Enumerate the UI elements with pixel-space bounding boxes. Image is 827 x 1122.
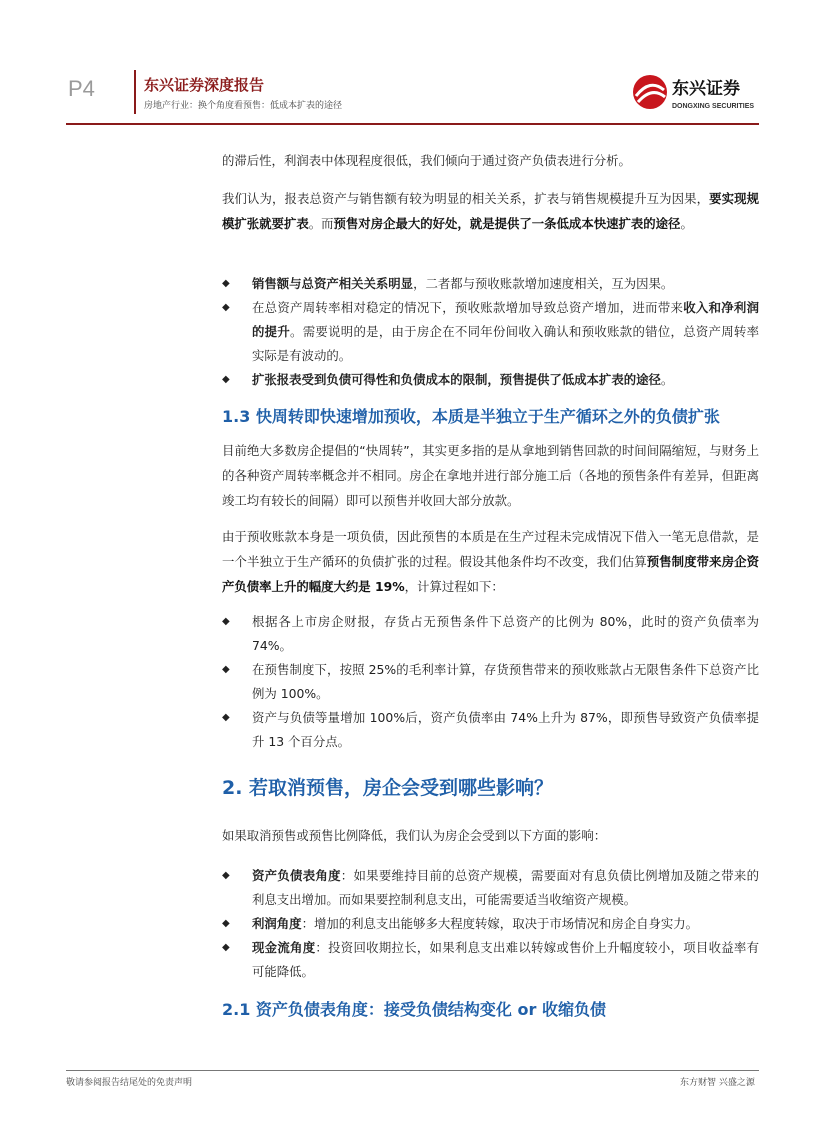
list-item [222,368,759,392]
list-item [222,706,759,754]
text-run: ，二者都与预收账款增加速度相关，互为因果。 [413,276,674,291]
bullet-list [222,864,759,984]
bold-run: 利润角度 [252,916,302,931]
footer-slogan: 东方财智 兴盛之源 [680,1078,755,1088]
list-item [222,936,759,984]
logo-en-text: DONGXING SECURITIES [672,103,755,110]
bold-run: 扩张报表受到负债可得性和负债成本的限制，预售提供了低成本扩表的途径 [252,372,661,387]
diamond-bullet-icon: ◆ [222,664,230,675]
footer-disclaimer: 敬请参阅报告结尾处的免责声明 [66,1078,193,1088]
logo-cn-text: 东兴证券 [672,79,740,99]
diamond-bullet-icon: ◆ [222,374,230,385]
text-run: 我们认为，报表总资产与销售额有较为明显的相关关系，扩表与销售规模提升互为因果， [222,191,710,206]
dongxing-logo [630,70,760,116]
text-run: 在预售制度下，按照 25%的毛利率计算，存货预售带来的预收账款占无限售条件下总资产比例为 100%。 [252,662,759,701]
bullet-list [222,610,759,754]
bold-run: 资产负债表角度 [252,868,341,883]
bold-run: 销售额与总资产相关关系明显 [252,276,414,291]
chapter-heading: 2. 若取消预售，房企会受到哪些影响？ [222,777,554,799]
report-title: 东兴证券深度报告 [144,76,265,94]
bold-run: 要实现规模扩张就要扩表 [222,191,760,231]
header-rule [66,123,759,125]
text-run: 。 [680,216,693,231]
diamond-bullet-icon: ◆ [222,278,230,289]
header-divider [134,70,136,114]
paragraph: 如果取消预售或预售比例降低，我们认为房企会受到以下方面的影响： [222,828,607,843]
paragraph: 目前绝大多数房企提倡的“快周转”，其实更多指的是从拿地到销售回款的时间间隔缩短，与财务上的各种资产周转率概念并不相同。房企在拿地并进行部分施工后（各地的预售条件有差异，但距离竣工均有较长的间隔）即可以预售并收回大部分放款。 [222,443,759,508]
diamond-bullet-icon: ◆ [222,870,230,881]
text-run: ：如果要维持目前的总资产规模，需要面对有息负债比例增加及随之带来的利息支出增加。而如果要控制利息支出，可能需要适当收缩资产规模。 [252,868,760,907]
text-run: 资产与负债等量增加 100%后，资产负债率由 74%上升为 87%，即预售导致资产负债率提升 13 个百分点。 [252,710,759,749]
diamond-bullet-icon: ◆ [222,942,230,953]
paragraph: 的滞后性，利润表中体现程度很低，我们倾向于通过资产负债表进行分析。 [222,153,631,168]
bold-run: 预售制度带来房企资产负债率上升的幅度大约是 19% [222,554,760,594]
list-item [222,864,759,912]
bold-run: 收入和净利润的提升 [252,300,760,339]
text-run: ：增加的利息支出能够多大程度转嫁，取决于市场情况和房企自身实力。 [301,916,699,931]
text-run: 。 [660,372,674,387]
diamond-bullet-icon: ◆ [222,616,230,627]
list-item [222,610,759,658]
report-subtitle: 房地产行业：换个角度看预售：低成本扩表的途径 [144,101,343,111]
dongxing-logo-icon [630,70,760,116]
text-run: 由于预收账款本身是一项负债，因此预售的本质是在生产过程未完成情况下借入一笔无息借款，是一个半独立于生产循环的负债扩张的过程。假设其他条件均不改变，我们估算 [222,529,759,569]
section-heading: 2.1 资产负债表角度：接受负债结构变化 or 收缩负债 [222,1000,606,1019]
section-heading: 1.3 快周转即快速增加预收，本质是半独立于生产循环之外的负债扩张 [222,407,720,426]
diamond-bullet-icon: ◆ [222,302,230,313]
list-item [222,272,759,296]
text-run: ，计算过程如下： [404,579,504,594]
text-run: 。需要说明的是，由于房企在不同年份间收入确认和预收账款的错位，总资产周转率实际是有波动的。 [252,324,759,363]
list-item [222,296,759,368]
list-item [222,658,759,706]
bullet-list [222,272,759,392]
text-run: ：投资回收期拉长，如果利息支出难以转嫁或售价上升幅度较小，项目收益率有可能降低。 [252,940,760,979]
page-number: P4 [68,76,95,101]
footer-rule [66,1070,759,1071]
text-run: 根据各上市房企财报，存货占无预售条件下总资产的比例为 80%，此时的资产负债率为 74%。 [252,614,759,653]
text-run: 在总资产周转率相对稳定的情况下，预收账款增加导致总资产增加，进而带来 [252,300,684,315]
list-item [222,912,759,936]
bold-run: 现金流角度 [252,940,316,955]
bold-run: 预售对房企最大的好处，就是提供了一条低成本快速扩表的途径 [333,216,681,231]
paragraph [222,524,759,599]
diamond-bullet-icon: ◆ [222,712,230,723]
text-run: 。而 [308,216,334,231]
diamond-bullet-icon: ◆ [222,918,230,929]
paragraph [222,186,759,236]
